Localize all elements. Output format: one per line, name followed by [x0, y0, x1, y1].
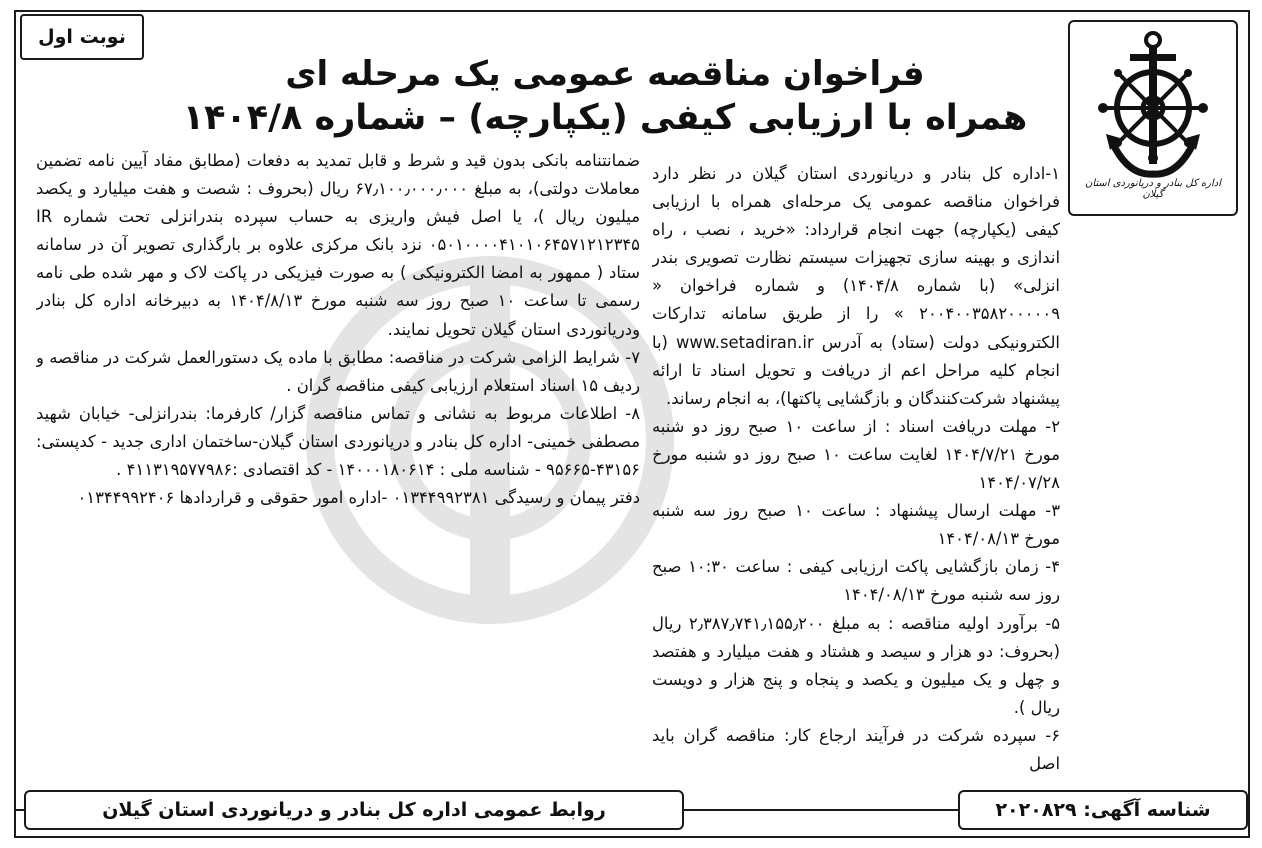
publisher-box: روابط عمومی اداره کل بنادر و دریانوردی استان گیلان — [24, 790, 684, 830]
ad-id-box: شناسه آگهی: ۲۰۲۰۸۲۹ — [958, 790, 1248, 830]
ad-title-line-2: همراه با ارزیابی کیفی (یکپارچه) – شماره ۱۴۰۴/۸ — [182, 98, 1028, 138]
clause-8: ۸- اطلاعات مربوط به نشانی و تماس مناقصه گزار/ کارفرما: بندرانزلی- خیابان شهید مصطفی خمینی- اداره کل بنادر و دریانوردی استان گیلان-ساختمان اداری جدید - کدپستی: ۴۳۱۵۶-۹۵۶۶۵ - شناسه ملی : ۱۴۰۰۰۱۸۰۶۱۴ - کد اقتصادی :۴۱۱۳۱۹۵۷۷۹۸۶ . — [36, 403, 640, 480]
clause-3: ۳- مهلت ارسال پیشنهاد : ساعت ۱۰ صبح روز سه شنبه مورخ ۱۴۰۴/۰۸/۱۳ — [652, 501, 1060, 549]
contact-phones: دفتر پیمان و رسیدگی ۰۱۳۴۴۹۹۲۳۸۱ -اداره امور حقوقی و قراردادها ۰۱۳۴۴۹۹۲۴۰۶ — [77, 488, 640, 508]
footer-divider-center — [684, 809, 960, 811]
clause-6-start: ۶- سپرده شرکت در فرآیند ارجاع کار: مناقصه گران باید اصل — [652, 725, 1060, 773]
ad-title-line-1: فراخوان مناقصه عمومی یک مرحله ای — [285, 54, 925, 94]
clause-6-continued: ضمانتنامه بانکی بدون قید و شرط و قابل تمدید به دفعات (مطابق مفاد آیین نامه تضمین معاملات دولتی)، به مبلغ ۶۷٫۱۰۰٫۰۰۰٫۰۰۰ ریال (بحروف : شصت و هفت میلیارد و یکصد میلیون ریال )، یا اصل فیش واریزی به حساب سپرده بندرانزلی تحت شماره IR ۰۵۰۱۰۰۰۰۴۱۰۱۰۶۴۵۷۱۲۱۲۳۴۵ نزد بانک مرکزی علاوه بر بارگذاری تصویر آن در سامانه ستاد ( ممهور به امضا الکترونیکی ) به صورت فیزیکی در پاکت لاک و مهر شده طی نامه رسمی تا ساعت ۱۰ صبح روز سه شنبه مورخ ۱۴۰۴/۸/۱۳ به دبیرخانه اداره کل بنادر ودریانوردی استان گیلان تحویل نمایند. — [36, 151, 640, 339]
logo-box — [1068, 20, 1238, 216]
clause-1: ۱-اداره کل بنادر و دریانوردی استان گیلان در نظر دارد فراخوان مناقصه عمومی یک مرحله‌ای همراه با ارزیابی کیفی (یکپارچه) جهت انجام قرارداد: «خرید ، نصب ، راه اندازی و بهینه سازی تجهیزات سیستم نظارت تصویری بندر انزلی» (با شماره ۱۴۰۴/۸) و شماره فراخوان « ۲۰۰۴۰۰۳۵۸۲۰۰۰۰۰۹ » را از طریق سامانه تدارکات الکترونیکی دولت (ستاد) به آدرس www.setadiran.ir (با انجام کلیه مراحل اعم از دریافت و تحویل اسناد تا ارائه پیشنهاد شرکت‌کنندگان و بازگشایی پاکتها)، به انجام رساند. — [652, 164, 1060, 408]
clause-7: ۷- شرایط الزامی شرکت در مناقصه: مطابق با ماده یک دستورالعمل شرکت در مناقصه و ردیف ۱۵ اسناد استعلام ارزیابی کیفی مناقصه گران . — [36, 347, 640, 395]
logo-caption: اداره کل بنادر و دریانوردی استان گیلان — [1084, 178, 1221, 200]
publication-round-badge: نوبت اول — [20, 14, 144, 60]
clause-5: ۵- برآورد اولیه مناقصه : به مبلغ ۲٫۳۸۷٫۷۴۱٫۱۵۵٫۲۰۰ ریال (بحروف: دو هزار و سیصد و هشتاد و هفت میلیارد و هفتصد و چهل و یک میلیون و یکصد و پنجاه و پنج هزار و دویست ریال ). — [652, 613, 1060, 717]
ports-anchor-logo — [1098, 30, 1208, 180]
right-text-column — [652, 160, 1060, 780]
clause-2: ۲- مهلت دریافت اسناد : از ساعت ۱۰ صبح روز دو شنبه مورخ ۱۴۰۴/۷/۲۱ لغایت ساعت ۱۰ صبح روز دو شنبه مورخ ۱۴۰۴/۰۷/۲۸ — [652, 416, 1060, 493]
clause-4: ۴- زمان بازگشایی پاکت ارزیابی کیفی : ساعت ۱۰:۳۰ صبح روز سه شنبه مورخ ۱۴۰۴/۰۸/۱۳ — [652, 557, 1060, 605]
left-text-column — [36, 147, 640, 782]
